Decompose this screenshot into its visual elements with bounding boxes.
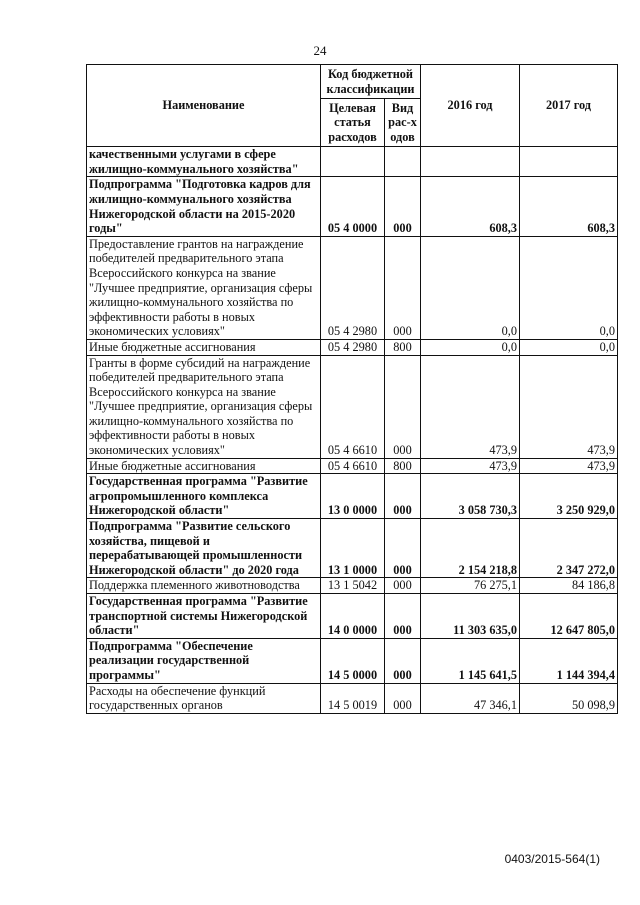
table-row: [87, 147, 618, 177]
row-expense-type-cell: 000: [385, 683, 421, 713]
table-row: [87, 177, 618, 236]
row-target-code-cell: 14 5 0000: [321, 638, 385, 683]
row-expense-type-cell: 000: [385, 177, 421, 236]
table-row: [87, 236, 618, 339]
row-name-cell: Подпрограмма "Обеспечение реализации государственной программы": [87, 638, 321, 683]
row-target-code-cell: 05 4 2980: [321, 236, 385, 339]
row-target-code-cell: 05 4 0000: [321, 177, 385, 236]
row-2017-value-cell: 473,9: [520, 458, 618, 474]
document-code: 0403/2015-564(1): [504, 852, 600, 866]
table-row: [87, 474, 618, 519]
table-row: [87, 578, 618, 594]
header-year-2017: 2017 год: [520, 65, 618, 147]
row-target-code-cell: 14 5 0019: [321, 683, 385, 713]
header-expense-type: Вид рас-ходов: [385, 99, 421, 147]
table-row: [87, 638, 618, 683]
row-expense-type-cell: 000: [385, 236, 421, 339]
row-target-code-cell: 13 0 0000: [321, 474, 385, 519]
row-name-cell: Гранты в форме субсидий на награждение победителей предварительного этапа Всероссийского конкурса на звание "Лучшее предприятие, организация сферы жилищно-коммунального хозяйства по эффективности работы в новых экономических условиях": [87, 355, 321, 458]
budget-table-container: [86, 64, 617, 714]
row-name-cell: Государственная программа "Развитие транспортной системы Нижегородской области": [87, 594, 321, 639]
row-2017-value-cell: 3 250 929,0: [520, 474, 618, 519]
row-name-cell: Подпрограмма "Подготовка кадров для жилищно-коммунального хозяйства Нижегородской области на 2015-2020 годы": [87, 177, 321, 236]
row-2016-value-cell: 1 145 641,5: [421, 638, 520, 683]
row-2016-value-cell: 76 275,1: [421, 578, 520, 594]
row-2016-value-cell: 473,9: [421, 458, 520, 474]
row-expense-type-cell: 000: [385, 355, 421, 458]
row-name-cell: Подпрограмма "Развитие сельского хозяйства, пищевой и перерабатывающей промышленности Нижегородской области" до 2020 года: [87, 519, 321, 578]
row-2016-value-cell: 47 346,1: [421, 683, 520, 713]
table-row: [87, 594, 618, 639]
row-expense-type-cell: 000: [385, 638, 421, 683]
row-2017-value-cell: 84 186,8: [520, 578, 618, 594]
row-2017-value-cell: 50 098,9: [520, 683, 618, 713]
row-target-code-cell: 05 4 6610: [321, 458, 385, 474]
table-header: [87, 65, 618, 147]
row-name-cell: качественными услугами в сфере жилищно-коммунального хозяйства": [87, 147, 321, 177]
row-target-code-cell: 13 1 5042: [321, 578, 385, 594]
row-2016-value-cell: 11 303 635,0: [421, 594, 520, 639]
table-row: [87, 355, 618, 458]
row-expense-type-cell: 000: [385, 578, 421, 594]
row-target-code-cell: [321, 147, 385, 177]
row-target-code-cell: 05 4 2980: [321, 339, 385, 355]
row-expense-type-cell: [385, 147, 421, 177]
row-2016-value-cell: 3 058 730,3: [421, 474, 520, 519]
table-row: [87, 683, 618, 713]
row-target-code-cell: 14 0 0000: [321, 594, 385, 639]
row-expense-type-cell: 800: [385, 339, 421, 355]
row-2016-value-cell: 608,3: [421, 177, 520, 236]
row-name-cell: Иные бюджетные ассигнования: [87, 339, 321, 355]
row-2017-value-cell: 1 144 394,4: [520, 638, 618, 683]
budget-table: [86, 64, 618, 714]
row-name-cell: Государственная программа "Развитие агропромышленного комплекса Нижегородской области": [87, 474, 321, 519]
row-name-cell: Расходы на обеспечение функций государственных органов: [87, 683, 321, 713]
row-name-cell: Иные бюджетные ассигнования: [87, 458, 321, 474]
page-number: 24: [313, 43, 327, 58]
row-expense-type-cell: 000: [385, 474, 421, 519]
row-name-cell: Предоставление грантов на награждение победителей предварительного этапа Всероссийского конкурса на звание "Лучшее предприятие, организация сферы жилищно-коммунального хозяйства по эффективности работы в новых экономических условиях": [87, 236, 321, 339]
row-expense-type-cell: 000: [385, 594, 421, 639]
row-expense-type-cell: 000: [385, 519, 421, 578]
row-2016-value-cell: 0,0: [421, 236, 520, 339]
row-2016-value-cell: 473,9: [421, 355, 520, 458]
row-2017-value-cell: 12 647 805,0: [520, 594, 618, 639]
row-2017-value-cell: 2 347 272,0: [520, 519, 618, 578]
header-year-2016: 2016 год: [421, 65, 520, 147]
table-row: [87, 339, 618, 355]
row-2016-value-cell: [421, 147, 520, 177]
header-classification: Код бюджетной классификации: [321, 65, 421, 99]
header-target-item: Целевая статья расходов: [321, 99, 385, 147]
table-row: [87, 458, 618, 474]
row-2017-value-cell: [520, 147, 618, 177]
row-2016-value-cell: 0,0: [421, 339, 520, 355]
row-2016-value-cell: 2 154 218,8: [421, 519, 520, 578]
table-body: [87, 147, 618, 714]
row-2017-value-cell: 0,0: [520, 339, 618, 355]
row-2017-value-cell: 608,3: [520, 177, 618, 236]
row-2017-value-cell: 0,0: [520, 236, 618, 339]
row-name-cell: Поддержка племенного животноводства: [87, 578, 321, 594]
header-name: Наименование: [87, 65, 321, 147]
row-expense-type-cell: 800: [385, 458, 421, 474]
row-target-code-cell: 05 4 6610: [321, 355, 385, 458]
row-target-code-cell: 13 1 0000: [321, 519, 385, 578]
row-2017-value-cell: 473,9: [520, 355, 618, 458]
table-row: [87, 519, 618, 578]
